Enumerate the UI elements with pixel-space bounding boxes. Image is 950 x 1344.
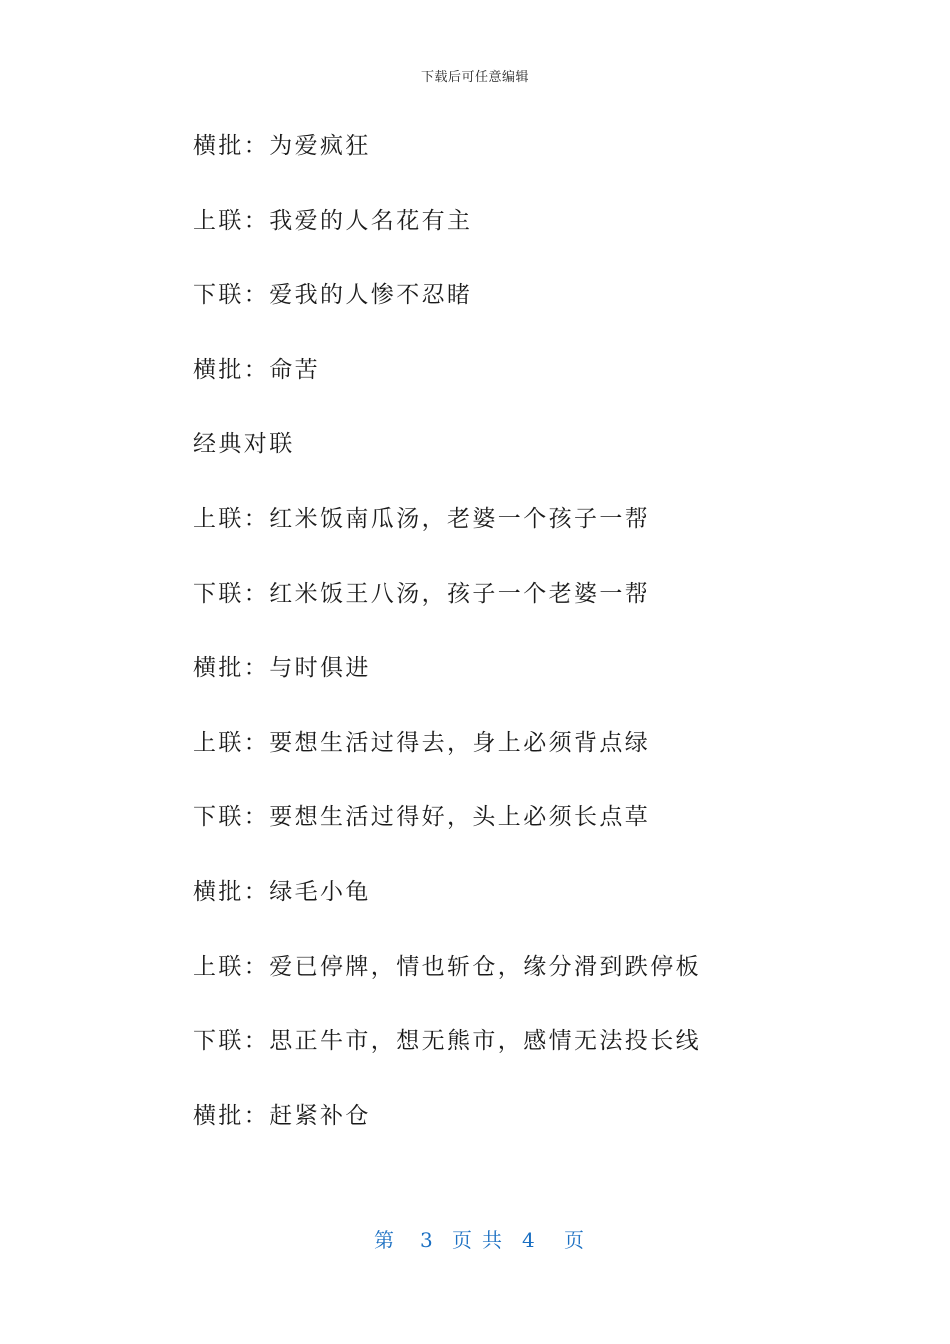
page-word: 页 [452,1228,472,1252]
text-line: 横批：为爱疯狂 [193,133,371,159]
text-line: 上联：要想生活过得去，身上必须背点绿 [193,729,651,756]
text-line: 上联：我爱的人名花有主 [193,207,473,234]
text-line: 上联：红米饭南瓜汤，老婆一个孩子一帮 [193,505,651,532]
document-body [193,126,833,1170]
text-line: 下联：爱我的人惨不忍睹 [193,282,473,309]
text-line: 横批：赶紧补仓 [193,1102,371,1129]
total-prefix: 共 [482,1228,502,1252]
page-header: 下载后可任意编辑 [420,70,529,85]
total-page-number: 4 [522,1228,535,1252]
section-heading: 经典对联 [193,431,295,458]
page-prefix: 第 [374,1228,394,1252]
text-line: 下联：思正牛市，想无熊市，感情无法投长线 [193,1028,701,1055]
text-line: 横批：绿毛小龟 [193,878,371,905]
text-line: 下联：要想生活过得好，头上必须长点草 [193,804,651,831]
total-suffix: 页 [564,1228,584,1252]
text-line: 下联：红米饭王八汤，孩子一个老婆一帮 [193,580,651,607]
page-number-footer [374,1224,584,1253]
text-line: 横批：与时俱进 [193,655,371,682]
text-line: 上联：爱已停牌，情也斩仓，缘分滑到跌停板 [193,953,701,980]
current-page-number: 3 [420,1228,433,1252]
text-line: 横批：命苦 [193,356,320,383]
